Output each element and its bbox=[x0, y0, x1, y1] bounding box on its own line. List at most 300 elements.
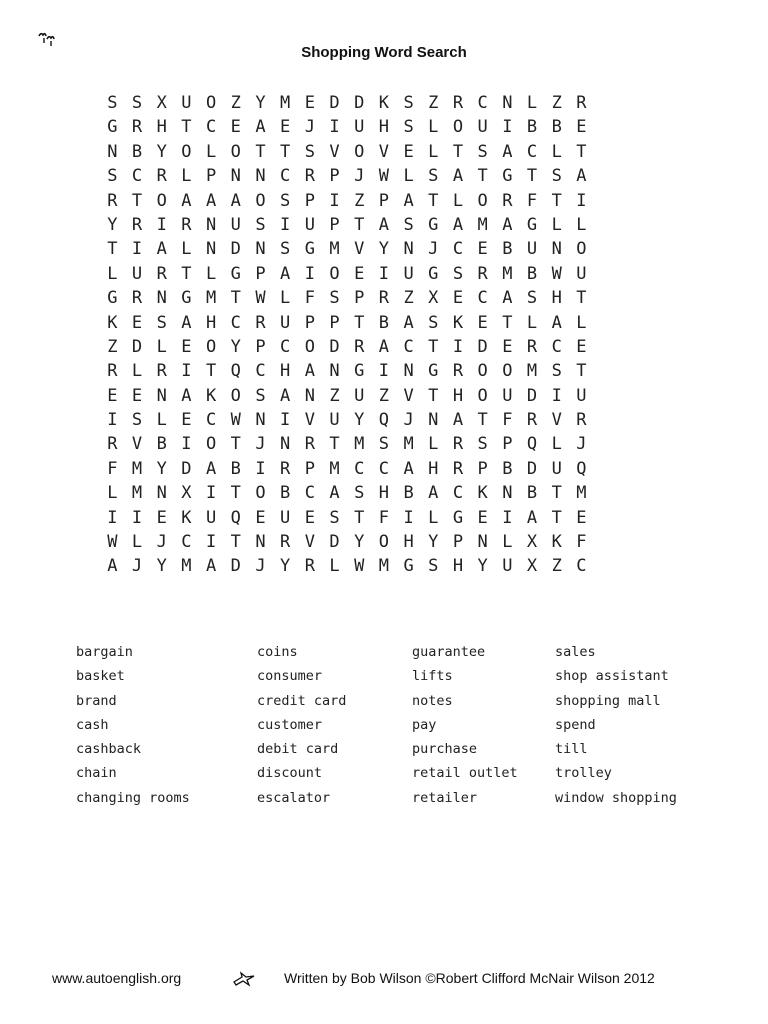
grid-letter: I bbox=[205, 532, 217, 553]
grid-letter: R bbox=[156, 361, 167, 382]
grid-letter: P bbox=[329, 214, 340, 235]
grid-letter: C bbox=[452, 483, 464, 504]
word-list-item: retailer bbox=[412, 789, 478, 806]
grid-letter: L bbox=[131, 361, 143, 382]
grid-letter: I bbox=[255, 458, 266, 479]
grid-letter: P bbox=[502, 434, 513, 455]
grid-letter: L bbox=[428, 434, 439, 455]
grid-letter: M bbox=[477, 214, 488, 235]
grid-letter: R bbox=[378, 288, 390, 309]
word-list-item: customer bbox=[257, 716, 323, 733]
grid-letter: T bbox=[181, 117, 192, 138]
grid-letter: F bbox=[378, 507, 390, 528]
grid-letter: A bbox=[181, 312, 192, 333]
grid-letter: L bbox=[428, 141, 439, 162]
grid-letter: N bbox=[403, 361, 414, 382]
grid-letter: X bbox=[428, 288, 439, 309]
word-list-item: trolley bbox=[555, 765, 612, 782]
grid-letter: L bbox=[156, 336, 167, 357]
grid-letter: E bbox=[354, 263, 365, 284]
grid-letter: N bbox=[502, 93, 513, 113]
grid-letter: O bbox=[255, 483, 266, 504]
grid-letter: Y bbox=[477, 556, 488, 577]
grid-letter: U bbox=[329, 410, 340, 431]
word-list-item: changing rooms bbox=[76, 789, 190, 806]
grid-letter: R bbox=[280, 532, 291, 553]
grid-letter: E bbox=[107, 385, 118, 406]
grid-letter: E bbox=[576, 117, 587, 138]
grid-letter: H bbox=[551, 288, 562, 309]
grid-letter: M bbox=[354, 434, 365, 455]
grid-letter: Y bbox=[378, 239, 390, 260]
grid-letter: T bbox=[230, 288, 241, 309]
word-list-item: basket bbox=[76, 668, 125, 685]
grid-letter: N bbox=[156, 288, 167, 309]
grid-letter: T bbox=[551, 190, 562, 211]
grid-letter: L bbox=[280, 288, 291, 309]
grid-letter: O bbox=[354, 141, 365, 162]
grid-letter: R bbox=[477, 263, 488, 284]
grid-row bbox=[100, 213, 594, 237]
grid-row bbox=[100, 530, 594, 554]
grid-letter: L bbox=[428, 507, 439, 528]
grid-letter: E bbox=[156, 507, 167, 528]
grid-letter: S bbox=[452, 263, 464, 284]
grid-letter: C bbox=[131, 166, 143, 187]
grid-letter: R bbox=[131, 117, 143, 138]
grid-letter: I bbox=[378, 263, 390, 284]
grid-letter: A bbox=[255, 117, 266, 138]
grid-letter: R bbox=[131, 214, 143, 235]
grid-letter: U bbox=[181, 93, 192, 113]
word-list-item: debit card bbox=[257, 741, 339, 758]
grid-letter: B bbox=[280, 483, 291, 504]
grid-letter: T bbox=[576, 288, 587, 309]
grid-letter: E bbox=[181, 410, 192, 431]
grid-row bbox=[100, 164, 594, 188]
grid-letter: Y bbox=[280, 556, 291, 577]
grid-letter: M bbox=[181, 556, 192, 577]
grid-letter: S bbox=[428, 166, 439, 187]
grid-letter: X bbox=[156, 93, 167, 113]
grid-letter: U bbox=[502, 385, 513, 406]
grid-letter: Y bbox=[255, 93, 266, 113]
grid-letter: L bbox=[131, 532, 143, 553]
word-list-item: escalator bbox=[257, 789, 331, 806]
grid-letter: R bbox=[452, 93, 464, 113]
grid-letter: C bbox=[403, 336, 414, 357]
grid-row bbox=[100, 115, 594, 139]
grid-letter: A bbox=[107, 556, 118, 577]
letter-grid bbox=[100, 91, 594, 579]
grid-letter: O bbox=[477, 385, 488, 406]
grid-letter: C bbox=[280, 166, 291, 187]
grid-letter: W bbox=[354, 556, 365, 577]
grid-letter: T bbox=[576, 361, 587, 382]
grid-letter: G bbox=[502, 166, 513, 187]
grid-letter: K bbox=[205, 385, 217, 406]
grid-letter: B bbox=[502, 239, 513, 260]
grid-letter: E bbox=[280, 117, 291, 138]
grid-letter: T bbox=[205, 361, 217, 382]
word-column bbox=[412, 642, 518, 812]
grid-letter: R bbox=[576, 410, 587, 431]
grid-letter: V bbox=[403, 385, 414, 406]
word-list-item: till bbox=[555, 741, 588, 758]
grid-letter: B bbox=[551, 117, 562, 138]
grid-letter: F bbox=[304, 288, 315, 309]
grid-letter: B bbox=[230, 458, 241, 479]
grid-letter: L bbox=[526, 312, 538, 333]
grid-letter: E bbox=[452, 288, 464, 309]
grid-letter: K bbox=[181, 507, 192, 528]
grid-letter: G bbox=[428, 214, 439, 235]
grid-letter: G bbox=[181, 288, 192, 309]
grid-letter: I bbox=[131, 239, 143, 260]
grid-letter: L bbox=[551, 434, 562, 455]
grid-letter: C bbox=[452, 239, 464, 260]
grid-row bbox=[100, 408, 594, 432]
grid-letter: T bbox=[280, 141, 291, 162]
footer-site-link[interactable]: www.autoenglish.org bbox=[52, 970, 182, 986]
grid-letter: N bbox=[304, 385, 315, 406]
grid-row bbox=[100, 554, 594, 578]
grid-letter: M bbox=[131, 483, 143, 504]
grid-letter: J bbox=[576, 434, 587, 455]
grid-letter: S bbox=[107, 93, 118, 113]
grid-letter: I bbox=[181, 434, 192, 455]
grid-letter: E bbox=[477, 312, 488, 333]
grid-letter: O bbox=[576, 239, 587, 260]
grid-letter: O bbox=[181, 141, 192, 162]
grid-letter: T bbox=[329, 434, 340, 455]
grid-letter: B bbox=[502, 458, 513, 479]
grid-letter: U bbox=[576, 263, 587, 284]
grid-letter: I bbox=[107, 410, 118, 431]
grid-letter: H bbox=[428, 458, 439, 479]
grid-letter: W bbox=[551, 263, 562, 284]
grid-letter: T bbox=[181, 263, 192, 284]
grid-letter: M bbox=[205, 288, 217, 309]
grid-letter: R bbox=[452, 458, 464, 479]
grid-letter: B bbox=[156, 434, 167, 455]
grid-letter: F bbox=[526, 190, 538, 211]
grid-row bbox=[100, 457, 594, 481]
grid-letter: T bbox=[255, 141, 266, 162]
grid-row bbox=[100, 262, 594, 286]
grid-letter: L bbox=[107, 263, 118, 284]
grid-letter: T bbox=[354, 312, 365, 333]
grid-letter: P bbox=[329, 166, 340, 187]
grid-letter: R bbox=[107, 361, 118, 382]
word-column bbox=[76, 642, 190, 812]
grid-letter: S bbox=[329, 507, 340, 528]
grid-letter: F bbox=[107, 458, 118, 479]
grid-letter: U bbox=[354, 385, 365, 406]
grid-letter: P bbox=[378, 190, 390, 211]
grid-letter: R bbox=[304, 556, 315, 577]
grid-letter: D bbox=[181, 458, 192, 479]
grid-letter: K bbox=[477, 483, 488, 504]
grid-letter: T bbox=[230, 483, 241, 504]
logo-icon bbox=[232, 968, 256, 988]
grid-letter: A bbox=[304, 361, 315, 382]
grid-letter: U bbox=[551, 458, 562, 479]
grid-letter: E bbox=[181, 336, 192, 357]
grid-letter: J bbox=[131, 556, 143, 577]
grid-letter: S bbox=[428, 556, 439, 577]
grid-letter: U bbox=[526, 239, 538, 260]
grid-letter: R bbox=[452, 361, 464, 382]
grid-letter: P bbox=[452, 532, 464, 553]
grid-letter: D bbox=[131, 336, 143, 357]
grid-letter: B bbox=[526, 263, 538, 284]
grid-letter: R bbox=[576, 93, 587, 113]
grid-letter: N bbox=[156, 385, 167, 406]
word-list-item: credit card bbox=[257, 692, 347, 709]
grid-letter: R bbox=[181, 214, 192, 235]
grid-letter: R bbox=[255, 312, 266, 333]
grid-letter: T bbox=[428, 385, 439, 406]
grid-letter: C bbox=[551, 336, 562, 357]
grid-letter: Y bbox=[156, 458, 167, 479]
grid-letter: N bbox=[428, 410, 439, 431]
grid-letter: O bbox=[502, 361, 513, 382]
grid-letter: U bbox=[205, 507, 217, 528]
grid-letter: M bbox=[329, 239, 340, 260]
grid-letter: M bbox=[131, 458, 143, 479]
grid-letter: V bbox=[551, 410, 562, 431]
word-list-item: guarantee bbox=[412, 644, 486, 660]
grid-letter: C bbox=[576, 556, 587, 577]
grid-letter: A bbox=[280, 263, 291, 284]
grid-letter: A bbox=[378, 336, 390, 357]
grid-letter: B bbox=[403, 483, 414, 504]
grid-letter: S bbox=[255, 385, 266, 406]
grid-letter: B bbox=[526, 117, 538, 138]
word-column bbox=[555, 642, 677, 812]
grid-letter: X bbox=[526, 556, 538, 577]
grid-letter: S bbox=[477, 141, 488, 162]
grid-letter: D bbox=[230, 239, 241, 260]
grid-letter: I bbox=[156, 214, 167, 235]
grid-letter: C bbox=[304, 483, 315, 504]
grid-letter: T bbox=[354, 214, 365, 235]
word-list-item: cashback bbox=[76, 741, 142, 758]
word-list-item: spend bbox=[555, 716, 596, 733]
grid-letter: A bbox=[181, 385, 192, 406]
grid-letter: E bbox=[131, 312, 143, 333]
grid-letter: H bbox=[205, 312, 217, 333]
grid-letter: L bbox=[205, 141, 217, 162]
grid-letter: N bbox=[329, 361, 340, 382]
word-list-item: sales bbox=[555, 644, 596, 660]
grid-letter: E bbox=[255, 507, 266, 528]
grid-letter: H bbox=[403, 532, 414, 553]
grid-letter: A bbox=[156, 239, 167, 260]
grid-letter: G bbox=[230, 263, 241, 284]
grid-letter: T bbox=[354, 507, 365, 528]
grid-letter: G bbox=[526, 214, 538, 235]
grid-letter: N bbox=[255, 239, 266, 260]
grid-letter: H bbox=[280, 361, 291, 382]
grid-letter: S bbox=[107, 166, 118, 187]
grid-row bbox=[100, 237, 594, 261]
grid-letter: I bbox=[551, 385, 562, 406]
grid-letter: Z bbox=[403, 288, 414, 309]
grid-letter: S bbox=[131, 93, 143, 113]
grid-row bbox=[100, 481, 594, 505]
grid-letter: V bbox=[354, 239, 365, 260]
word-list-item: shopping mall bbox=[555, 692, 661, 709]
grid-letter: R bbox=[131, 288, 143, 309]
grid-letter: N bbox=[107, 141, 118, 162]
grid-letter: I bbox=[329, 190, 340, 211]
grid-letter: O bbox=[230, 141, 241, 162]
grid-letter: Y bbox=[107, 214, 118, 235]
grid-letter: J bbox=[428, 239, 439, 260]
grid-letter: I bbox=[329, 117, 340, 138]
grid-letter: I bbox=[304, 263, 315, 284]
grid-letter: D bbox=[230, 556, 241, 577]
grid-letter: L bbox=[576, 312, 587, 333]
grid-letter: O bbox=[156, 190, 167, 211]
grid-letter: N bbox=[477, 532, 488, 553]
grid-letter: A bbox=[452, 166, 464, 187]
grid-letter: T bbox=[107, 239, 118, 260]
grid-letter: A bbox=[181, 190, 192, 211]
grid-letter: G bbox=[107, 117, 118, 138]
grid-letter: L bbox=[403, 166, 414, 187]
grid-letter: T bbox=[428, 336, 439, 357]
grid-letter: G bbox=[428, 361, 439, 382]
grid-letter: H bbox=[378, 117, 390, 138]
grid-letter: T bbox=[452, 141, 464, 162]
grid-letter: U bbox=[280, 507, 291, 528]
grid-letter: M bbox=[403, 434, 414, 455]
grid-letter: A bbox=[502, 288, 513, 309]
grid-letter: A bbox=[230, 190, 241, 211]
grid-letter: W bbox=[230, 410, 241, 431]
grid-letter: W bbox=[107, 532, 118, 553]
grid-row bbox=[100, 286, 594, 310]
grid-letter: Z bbox=[428, 93, 439, 113]
grid-letter: O bbox=[205, 93, 217, 113]
grid-letter: Q bbox=[230, 507, 241, 528]
grid-letter: I bbox=[107, 507, 118, 528]
grid-row bbox=[100, 432, 594, 456]
grid-letter: I bbox=[131, 507, 143, 528]
grid-letter: Y bbox=[230, 336, 241, 357]
grid-letter: F bbox=[502, 410, 513, 431]
grid-letter: H bbox=[156, 117, 167, 138]
grid-letter: L bbox=[551, 214, 562, 235]
grid-letter: A bbox=[452, 214, 464, 235]
grid-letter: C bbox=[378, 458, 390, 479]
grid-letter: M bbox=[329, 458, 340, 479]
grid-letter: T bbox=[551, 483, 562, 504]
word-list bbox=[0, 642, 768, 822]
grid-letter: J bbox=[255, 556, 266, 577]
grid-letter: L bbox=[576, 214, 587, 235]
grid-letter: N bbox=[255, 532, 266, 553]
grid-letter: E bbox=[131, 385, 143, 406]
grid-letter: Z bbox=[551, 556, 562, 577]
grid-letter: W bbox=[255, 288, 266, 309]
grid-letter: V bbox=[304, 410, 315, 431]
grid-letter: L bbox=[502, 532, 513, 553]
grid-letter: E bbox=[230, 117, 241, 138]
grid-letter: S bbox=[280, 239, 291, 260]
grid-letter: P bbox=[255, 263, 266, 284]
grid-letter: D bbox=[354, 93, 365, 113]
grid-letter: C bbox=[230, 312, 241, 333]
word-list-item: consumer bbox=[257, 668, 323, 685]
grid-letter: S bbox=[403, 214, 414, 235]
grid-letter: P bbox=[354, 288, 365, 309]
grid-letter: V bbox=[304, 532, 315, 553]
grid-letter: I bbox=[576, 190, 587, 211]
grid-letter: I bbox=[181, 361, 192, 382]
grid-letter: N bbox=[255, 166, 266, 187]
grid-letter: E bbox=[502, 336, 513, 357]
grid-letter: Q bbox=[526, 434, 538, 455]
word-list-item: purchase bbox=[412, 741, 478, 758]
grid-letter: Y bbox=[156, 141, 167, 162]
grid-letter: J bbox=[304, 117, 315, 138]
word-list-item: discount bbox=[257, 765, 323, 782]
grid-letter: N bbox=[280, 434, 291, 455]
grid-letter: B bbox=[526, 483, 538, 504]
grid-letter: M bbox=[280, 93, 291, 113]
grid-letter: E bbox=[576, 507, 587, 528]
grid-row bbox=[100, 140, 594, 164]
grid-letter: R bbox=[156, 263, 167, 284]
grid-letter: E bbox=[477, 507, 488, 528]
grid-letter: A bbox=[403, 458, 414, 479]
grid-letter: R bbox=[526, 336, 538, 357]
grid-letter: J bbox=[156, 532, 167, 553]
grid-letter: N bbox=[403, 239, 414, 260]
grid-letter: L bbox=[181, 239, 192, 260]
grid-letter: L bbox=[329, 556, 340, 577]
grid-letter: S bbox=[280, 190, 291, 211]
grid-row bbox=[100, 91, 594, 115]
grid-letter: O bbox=[230, 385, 241, 406]
grid-letter: R bbox=[156, 166, 167, 187]
grid-letter: R bbox=[502, 190, 513, 211]
grid-letter: Y bbox=[428, 532, 439, 553]
grid-letter: L bbox=[551, 141, 562, 162]
grid-letter: P bbox=[255, 336, 266, 357]
grid-letter: L bbox=[526, 93, 538, 113]
grid-letter: K bbox=[378, 93, 390, 113]
grid-letter: C bbox=[526, 141, 538, 162]
grid-letter: I bbox=[502, 507, 513, 528]
grid-letter: Q bbox=[230, 361, 241, 382]
grid-letter: B bbox=[378, 312, 390, 333]
grid-letter: A bbox=[502, 214, 513, 235]
grid-letter: U bbox=[354, 117, 365, 138]
grid-letter: A bbox=[205, 458, 217, 479]
grid-letter: A bbox=[526, 507, 538, 528]
grid-letter: O bbox=[205, 434, 217, 455]
grid-letter: L bbox=[452, 190, 464, 211]
grid-letter: C bbox=[181, 532, 192, 553]
grid-letter: T bbox=[551, 507, 562, 528]
grid-letter: N bbox=[230, 166, 241, 187]
grid-letter: E bbox=[576, 336, 587, 357]
